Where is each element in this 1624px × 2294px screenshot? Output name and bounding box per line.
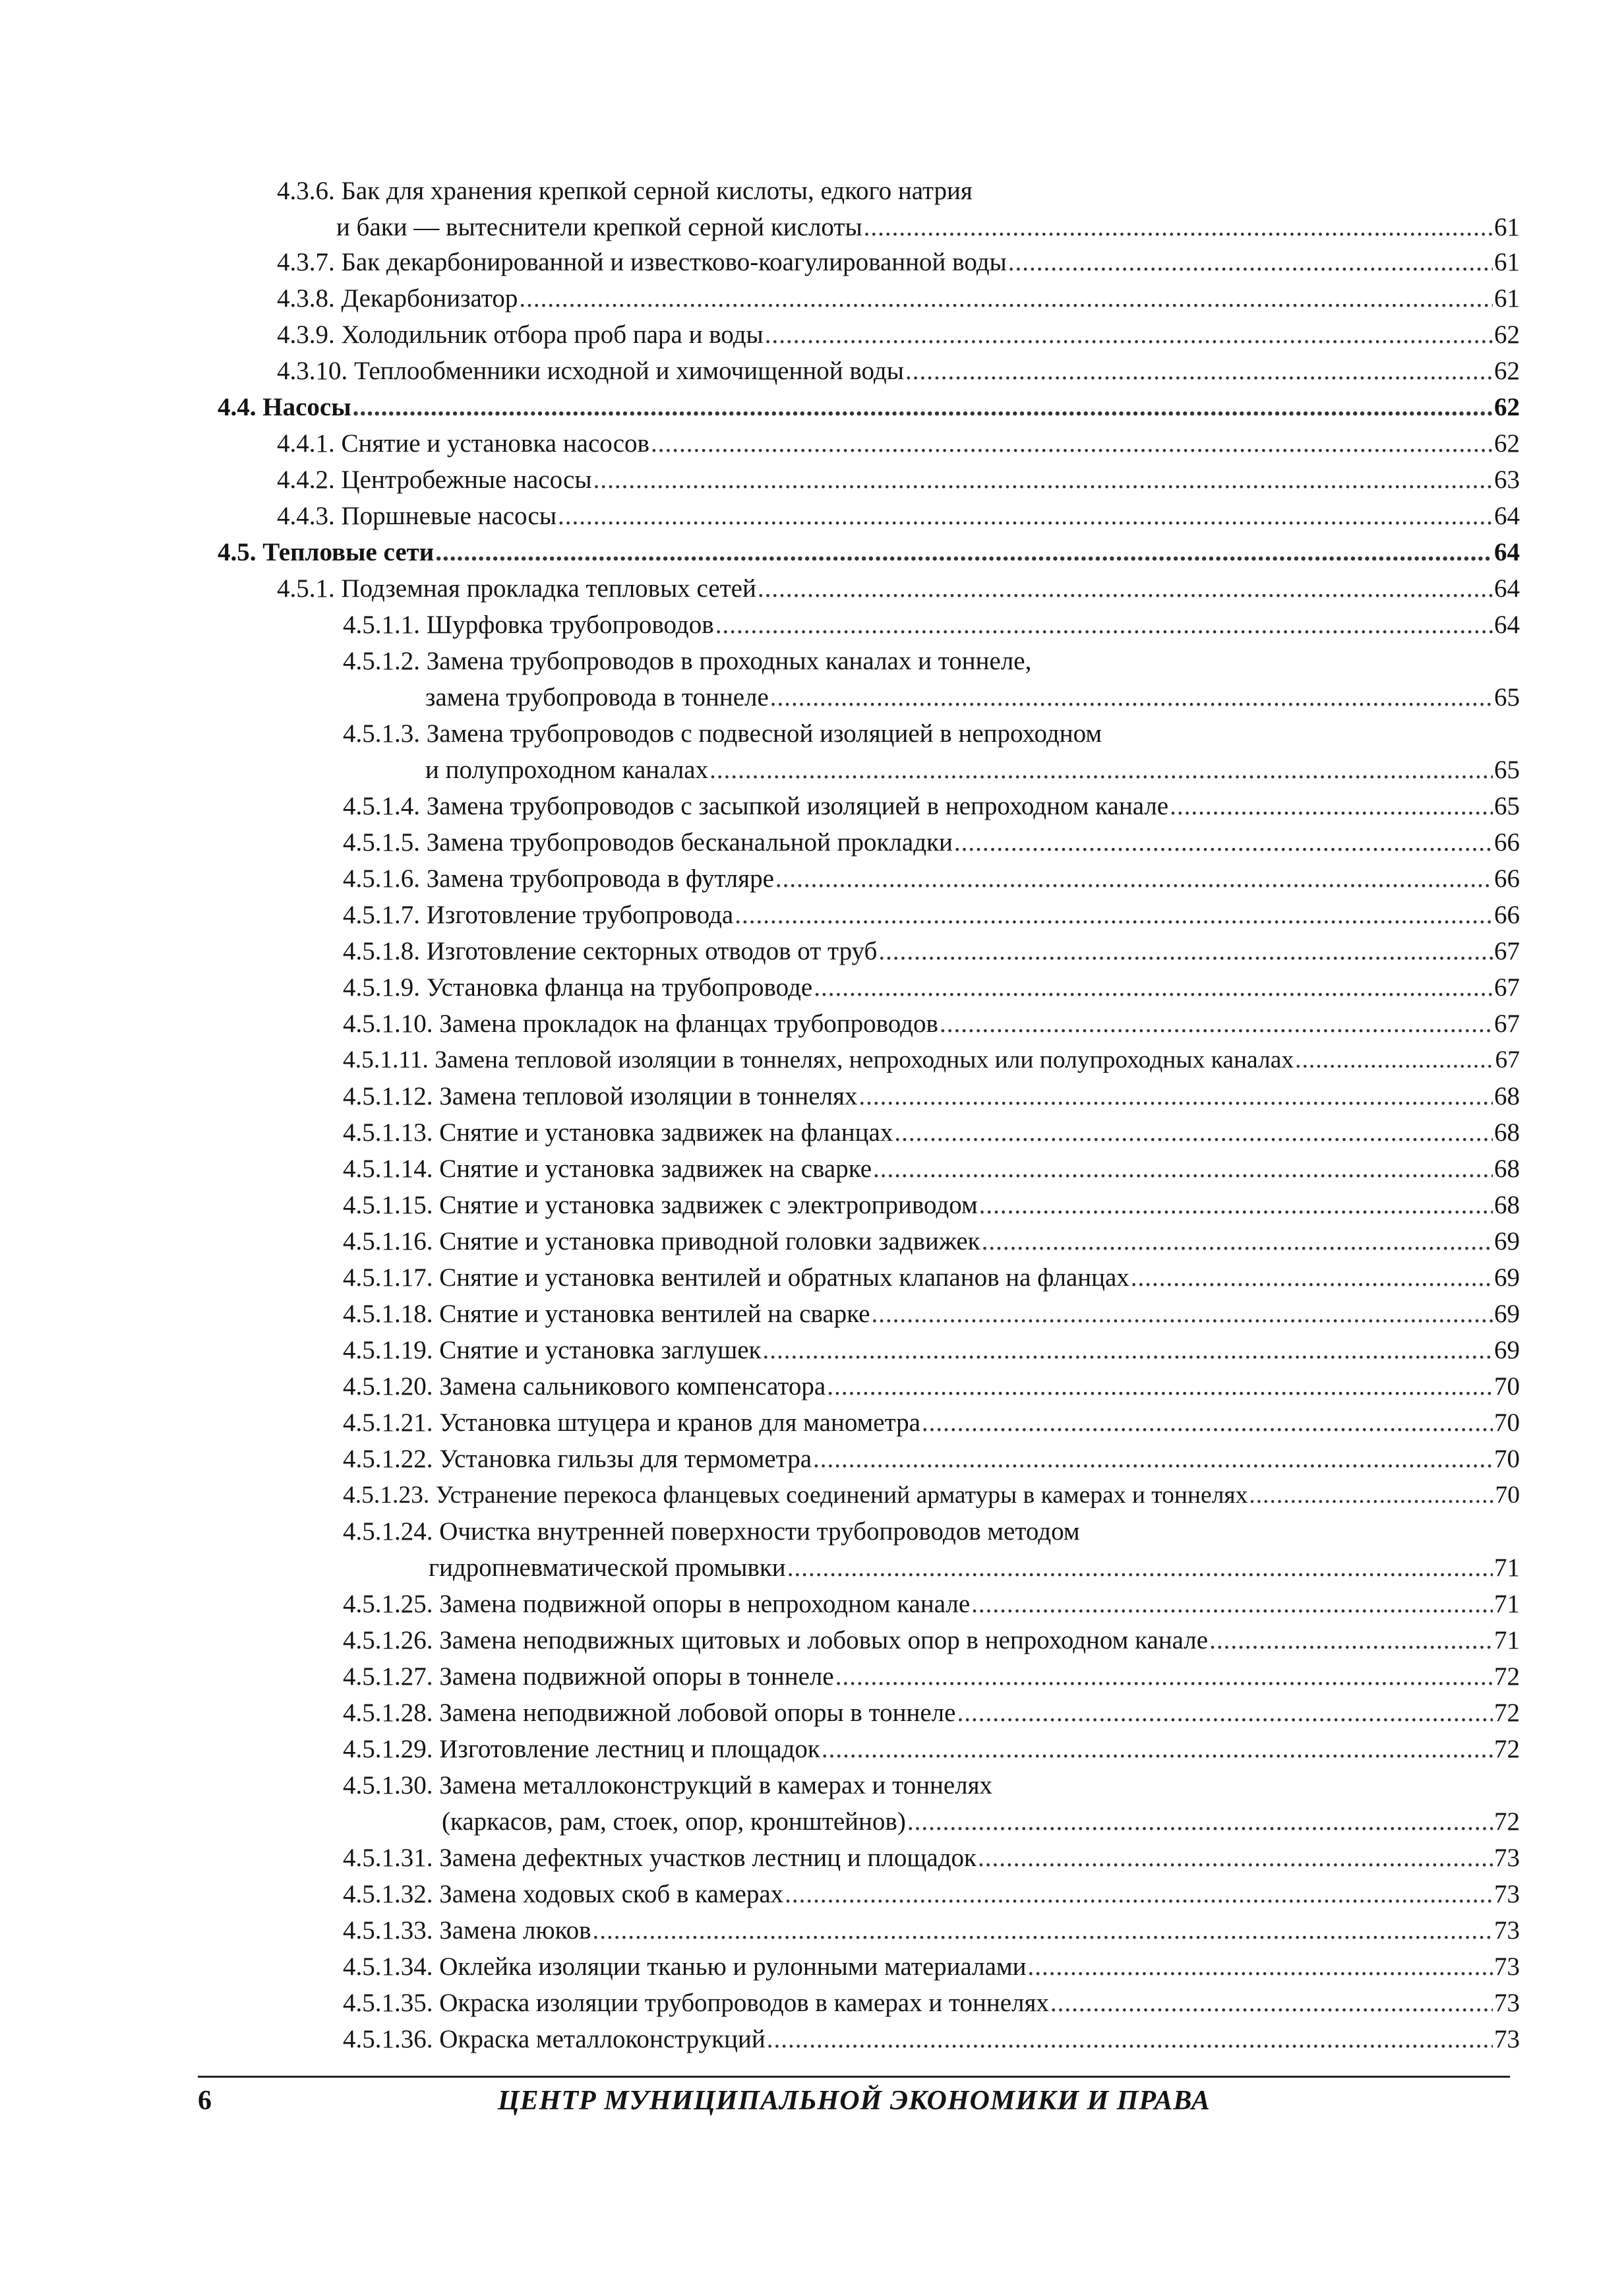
toc-entry-title: 4.5.1.17. Снятие и установка вентилей и обратных клапанов на фланцах bbox=[343, 1263, 1129, 1292]
toc-entry-title: 4.5.1.5. Замена трубопроводов бесканальной прокладки bbox=[343, 828, 953, 857]
toc-entry bbox=[277, 317, 1520, 353]
leader-dots bbox=[770, 679, 1493, 715]
leader-dots bbox=[1028, 1948, 1493, 1985]
leader-dots bbox=[864, 209, 1493, 245]
toc-entry bbox=[277, 244, 1520, 281]
leader-dots bbox=[651, 425, 1493, 462]
leader-dots bbox=[858, 1078, 1493, 1115]
toc-entry-page: 70 bbox=[1494, 1408, 1520, 1437]
toc-entry-page: 71 bbox=[1494, 1554, 1520, 1582]
toc-entry-page: 66 bbox=[1494, 864, 1520, 893]
toc-entry-title: 4.3.8. Декарбонизатор bbox=[277, 284, 518, 313]
toc-entry bbox=[343, 1513, 1520, 1586]
toc-entry bbox=[343, 1731, 1520, 1768]
toc-entry-title: 4.5.1.13. Снятие и установка задвижек на фланцах bbox=[343, 1118, 893, 1147]
toc-entry-title: 4.5.1.28. Замена неподвижной лобовой опоры в тоннеле bbox=[343, 1699, 956, 1727]
footer-divider bbox=[198, 2076, 1510, 2078]
toc-entry-title: 4.3.9. Холодильник отбора проб пара и воды bbox=[277, 320, 764, 349]
toc-entry-title: 4.5.1.22. Установка гильзы для термометра bbox=[343, 1445, 812, 1473]
toc-entry bbox=[343, 1658, 1520, 1695]
toc-entry bbox=[343, 715, 1520, 788]
leader-dots bbox=[558, 498, 1493, 535]
toc-section-title: 4.5. Тепловые сети bbox=[218, 538, 435, 566]
leader-dots bbox=[814, 969, 1493, 1006]
toc-entry-page: 68 bbox=[1494, 1155, 1520, 1183]
toc-entry-page: 62 bbox=[1494, 429, 1520, 458]
leader-dots bbox=[735, 897, 1493, 934]
leader-dots bbox=[758, 570, 1493, 607]
toc-entry bbox=[343, 1441, 1520, 1478]
toc-entry-page: 73 bbox=[1494, 1880, 1520, 1908]
leader-dots bbox=[907, 1803, 1493, 1840]
toc-entry-title: 4.3.10. Теплообменники исходной и химочищенной воды bbox=[277, 357, 904, 385]
publisher-name: ЦЕНТР МУНИЦИПАЛЬНОЙ ЭКОНОМИКИ И ПРАВА bbox=[498, 2086, 1211, 2116]
toc-entry-page: 71 bbox=[1494, 1626, 1520, 1654]
leader-dots bbox=[971, 1586, 1493, 1623]
toc-entry-title: 4.4.2. Центробежные насосы bbox=[277, 466, 592, 494]
leader-dots bbox=[905, 353, 1493, 390]
toc-entry bbox=[343, 1695, 1520, 1732]
leader-dots bbox=[775, 860, 1493, 897]
toc-entry-page: 72 bbox=[1494, 1662, 1520, 1691]
toc-entry-page: 68 bbox=[1494, 1191, 1520, 1219]
toc-entry-page: 70 bbox=[1495, 1482, 1520, 1509]
toc-entry-page: 64 bbox=[1494, 574, 1520, 603]
toc-entry bbox=[343, 788, 1520, 825]
toc-entry bbox=[343, 969, 1520, 1006]
toc-entry-page: 68 bbox=[1494, 1118, 1520, 1147]
toc-entry-title: 4.4.3. Поршневые насосы bbox=[277, 502, 557, 530]
leader-dots bbox=[763, 1332, 1493, 1369]
toc-entry bbox=[277, 280, 1520, 317]
toc-entry-page: 67 bbox=[1494, 1010, 1520, 1038]
toc-entry-title: 4.5.1.30. Замена металлоконструкций в камерах и тоннелях bbox=[343, 1771, 993, 1799]
toc-entry-title-continued: и полупроходном каналах bbox=[425, 756, 709, 784]
toc-entry-title: 4.5.1.20. Замена сальникового компенсатора bbox=[343, 1372, 826, 1401]
toc-entry bbox=[343, 1078, 1520, 1115]
toc-entry-page: 65 bbox=[1494, 683, 1520, 711]
leader-dots bbox=[787, 1550, 1493, 1586]
leader-dots bbox=[1249, 1477, 1493, 1514]
leader-dots bbox=[822, 1731, 1493, 1768]
toc-entry-title: 4.5.1.29. Изготовление лестниц и площадок bbox=[343, 1735, 820, 1763]
toc-entry-title: 4.5.1.16. Снятие и установка приводной головки задвижек bbox=[343, 1227, 980, 1255]
toc-entry bbox=[343, 824, 1520, 861]
toc-entry-page: 64 bbox=[1494, 502, 1520, 530]
leader-dots bbox=[954, 824, 1493, 861]
toc-entry bbox=[343, 1912, 1520, 1949]
toc-section-page: 64 bbox=[1494, 538, 1520, 566]
leader-dots bbox=[1050, 1985, 1493, 2022]
leader-dots bbox=[957, 1695, 1493, 1732]
toc-entry bbox=[343, 2021, 1520, 2058]
toc-entry-title: 4.5.1.33. Замена люков bbox=[343, 1916, 591, 1945]
toc-entry-page: 72 bbox=[1494, 1735, 1520, 1763]
toc-entry-page: 71 bbox=[1494, 1590, 1520, 1618]
leader-dots bbox=[353, 389, 1493, 426]
toc-entry-page: 73 bbox=[1494, 1844, 1520, 1872]
toc-entry-page: 62 bbox=[1494, 357, 1520, 385]
toc-entry bbox=[343, 1296, 1520, 1333]
toc-entry bbox=[277, 462, 1520, 498]
toc-entry-page: 72 bbox=[1494, 1699, 1520, 1727]
toc-entry-title: 4.5.1.4. Замена трубопроводов с засыпкой изоляцией в непроходном канале bbox=[343, 792, 1169, 820]
toc-entry-title: 4.5.1.7. Изготовление трубопровода bbox=[343, 901, 734, 929]
leader-dots bbox=[835, 1658, 1493, 1695]
toc-entry-title: 4.5.1.24. Очистка внутренней поверхности трубопроводов методом bbox=[343, 1517, 1080, 1546]
toc-entry-title-continued: и баки — вытеснители крепкой серной кислоты bbox=[336, 213, 862, 241]
toc-entry-title: 4.5.1.18. Снятие и установка вентилей на сварке bbox=[343, 1300, 870, 1328]
toc-entry bbox=[343, 1767, 1520, 1840]
toc-entry-title: 4.5.1.26. Замена неподвижных щитовых и лобовых опор в непроходном канале bbox=[343, 1626, 1209, 1654]
toc-entry-title: 4.5.1.3. Замена трубопроводов с подвесной изоляцией в непроходном bbox=[343, 719, 1102, 748]
leader-dots bbox=[1209, 1622, 1493, 1659]
toc-entry-title: 4.5.1.15. Снятие и установка задвижек с электроприводом bbox=[343, 1191, 978, 1219]
toc-entry-page: 67 bbox=[1495, 1046, 1520, 1073]
toc-entry bbox=[343, 1404, 1520, 1441]
toc-entry-title: 4.5.1. Подземная прокладка тепловых сетей bbox=[277, 574, 756, 603]
toc-entry-page: 61 bbox=[1494, 284, 1520, 313]
toc-entry-title: 4.5.1.11. Замена тепловой изоляции в тоннелях, непроходных или полупроходных каналах bbox=[343, 1046, 1294, 1073]
toc-entry-title-continued: замена трубопровода в тоннеле bbox=[425, 683, 769, 711]
toc-entry bbox=[277, 425, 1520, 462]
toc-entry-title-continued: (каркасов, рам, стоек, опор, кронштейнов) bbox=[442, 1807, 906, 1836]
toc-entry-title: 4.5.1.23. Устранение перекоса фланцевых соединений арматуры в камерах и тоннелях bbox=[343, 1482, 1248, 1509]
toc-entry bbox=[343, 1948, 1520, 1985]
leader-dots bbox=[878, 933, 1493, 970]
toc-entry-title: 4.5.1.12. Замена тепловой изоляции в тоннелях bbox=[343, 1082, 858, 1110]
leader-dots bbox=[1008, 244, 1493, 281]
leader-dots bbox=[922, 1404, 1493, 1441]
toc-entry bbox=[343, 643, 1520, 715]
toc-entry bbox=[343, 933, 1520, 970]
toc-entry-page: 66 bbox=[1494, 901, 1520, 929]
toc-entry bbox=[343, 860, 1520, 897]
toc-section bbox=[218, 389, 1520, 426]
toc-entry-page: 65 bbox=[1494, 756, 1520, 784]
toc-entry bbox=[343, 1368, 1520, 1405]
toc-entry-page: 73 bbox=[1494, 2025, 1520, 2053]
toc-entry bbox=[277, 173, 1520, 245]
toc-entry-title: 4.5.1.27. Замена подвижной опоры в тоннеле bbox=[343, 1662, 834, 1691]
toc-entry-title: 4.5.1.32. Замена ходовых скоб в камерах bbox=[343, 1880, 784, 1908]
toc-entry bbox=[343, 1586, 1520, 1623]
toc-entry-page: 69 bbox=[1494, 1300, 1520, 1328]
toc-entry-page: 64 bbox=[1494, 611, 1520, 639]
toc-entry-title: 4.5.1.19. Снятие и установка заглушек bbox=[343, 1336, 762, 1364]
toc-entry-page: 67 bbox=[1494, 937, 1520, 965]
toc-entry bbox=[343, 1006, 1520, 1042]
toc-entry-title: 4.5.1.14. Снятие и установка задвижек на сварке bbox=[343, 1155, 872, 1183]
toc-entry-title: 4.4.1. Снятие и установка насосов bbox=[277, 429, 649, 458]
leader-dots bbox=[765, 317, 1493, 353]
toc-entry bbox=[343, 1187, 1520, 1224]
toc-entry-title: 4.5.1.9. Установка фланца на трубопроводе bbox=[343, 973, 813, 1002]
toc-entry-title: 4.3.6. Бак для хранения крепкой серной кислоты, едкого натрия bbox=[277, 177, 973, 205]
leader-dots bbox=[873, 1151, 1493, 1188]
toc-entry bbox=[343, 1259, 1520, 1296]
leader-dots bbox=[767, 2021, 1493, 2058]
toc-entry bbox=[343, 1477, 1520, 1514]
toc-entry-title: 4.5.1.31. Замена дефектных участков лестниц и площадок bbox=[343, 1844, 977, 1872]
toc-entry-title: 4.5.1.10. Замена прокладок на фланцах трубопроводов bbox=[343, 1010, 938, 1038]
leader-dots bbox=[435, 534, 1493, 571]
toc-entry bbox=[277, 498, 1520, 535]
toc-entry-page: 69 bbox=[1494, 1263, 1520, 1292]
toc-entry bbox=[343, 1223, 1520, 1260]
toc-entry-page: 68 bbox=[1494, 1082, 1520, 1110]
toc-entry-page: 65 bbox=[1494, 792, 1520, 820]
toc-entry-page: 66 bbox=[1494, 828, 1520, 857]
toc-entry-page: 73 bbox=[1494, 1989, 1520, 2017]
toc-entry bbox=[277, 353, 1520, 390]
leader-dots bbox=[871, 1296, 1493, 1333]
toc-entry-page: 73 bbox=[1494, 1916, 1520, 1945]
page-number: 6 bbox=[198, 2086, 212, 2116]
toc-entry-page: 61 bbox=[1494, 213, 1520, 241]
toc-entry-page: 73 bbox=[1494, 1952, 1520, 1981]
toc-entry bbox=[343, 897, 1520, 934]
leader-dots bbox=[1170, 788, 1493, 825]
leader-dots bbox=[593, 1912, 1493, 1949]
toc-entry-title: 4.5.1.25. Замена подвижной опоры в непроходном канале bbox=[343, 1590, 971, 1618]
toc-entry-page: 70 bbox=[1494, 1445, 1520, 1473]
toc-section bbox=[218, 534, 1520, 571]
toc-entry-page: 62 bbox=[1494, 320, 1520, 349]
toc-entry bbox=[343, 1840, 1520, 1877]
leader-dots bbox=[940, 1006, 1493, 1042]
toc-entry-page: 70 bbox=[1494, 1372, 1520, 1401]
toc-entry-page: 67 bbox=[1494, 973, 1520, 1002]
toc-entry-page: 72 bbox=[1494, 1807, 1520, 1836]
toc-entry-page: 69 bbox=[1494, 1336, 1520, 1364]
toc-entry-title: 4.5.1.35. Окраска изоляции трубопроводов в камерах и тоннелях bbox=[343, 1989, 1049, 2017]
toc-entry bbox=[343, 1985, 1520, 2022]
toc-entry-title: 4.5.1.21. Установка штуцера и кранов для манометра bbox=[343, 1408, 920, 1437]
leader-dots bbox=[894, 1114, 1493, 1151]
leader-dots bbox=[715, 607, 1493, 644]
leader-dots bbox=[827, 1368, 1493, 1405]
leader-dots bbox=[978, 1840, 1493, 1877]
toc-entry-title: 4.5.1.6. Замена трубопровода в футляре bbox=[343, 864, 774, 893]
leader-dots bbox=[519, 280, 1493, 317]
toc-entry bbox=[343, 607, 1520, 644]
toc-entry-title: 4.5.1.34. Оклейка изоляции тканью и рулонными материалами bbox=[343, 1952, 1027, 1981]
toc-entry-title: 4.5.1.1. Шурфовка трубопроводов bbox=[343, 611, 714, 639]
toc-entry bbox=[343, 1332, 1520, 1369]
toc-entry bbox=[343, 1622, 1520, 1659]
toc-entry bbox=[343, 1114, 1520, 1151]
leader-dots bbox=[1131, 1259, 1493, 1296]
toc-entry-title: 4.3.7. Бак декарбонированной и известково-коагулированной воды bbox=[277, 248, 1007, 276]
toc-entry-title: 4.5.1.36. Окраска металлоконструкций bbox=[343, 2025, 766, 2053]
leader-dots bbox=[785, 1876, 1493, 1913]
toc-section-title: 4.4. Насосы bbox=[218, 393, 351, 421]
leader-dots bbox=[813, 1441, 1493, 1478]
toc-entry-page: 69 bbox=[1494, 1227, 1520, 1255]
leader-dots bbox=[593, 462, 1493, 498]
toc-section-page: 62 bbox=[1494, 393, 1520, 421]
toc-entry-page: 63 bbox=[1494, 466, 1520, 494]
toc-entry bbox=[343, 1042, 1520, 1079]
toc-entry-page: 61 bbox=[1494, 248, 1520, 276]
toc-entry bbox=[343, 1876, 1520, 1913]
leader-dots bbox=[1295, 1042, 1493, 1079]
toc-entry bbox=[277, 570, 1520, 607]
toc-entry-title: 4.5.1.2. Замена трубопроводов в проходных каналах и тоннеле, bbox=[343, 647, 1032, 675]
toc-entry bbox=[343, 1151, 1520, 1188]
toc-entry-title-continued: гидропневматической промывки bbox=[429, 1554, 786, 1582]
toc-entry-title: 4.5.1.8. Изготовление секторных отводов от труб bbox=[343, 937, 878, 965]
leader-dots bbox=[979, 1187, 1493, 1224]
leader-dots bbox=[709, 752, 1493, 788]
leader-dots bbox=[982, 1223, 1493, 1260]
